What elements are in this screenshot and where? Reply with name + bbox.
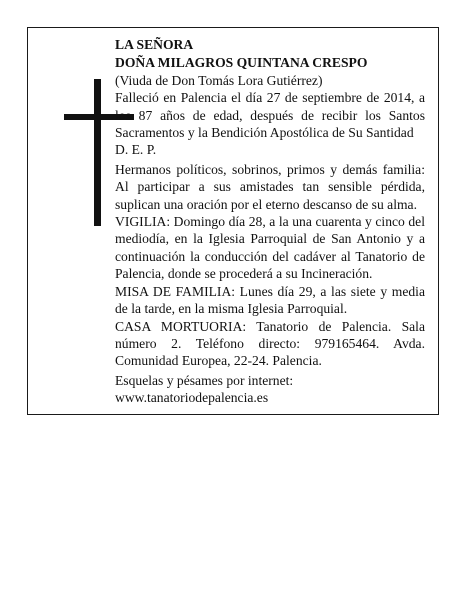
family-paragraph: Hermanos políticos, sobrinos, primos y demás familia: Al participar a sus amistades tan sensible pérdida, suplican una oración por el eterno descanso de su alma. <box>115 161 425 212</box>
mass-paragraph: MISA DE FAMILIA: Lunes día 29, a las siete y media de la tarde, en la misma Iglesia Parroquial. <box>115 283 425 317</box>
widow-line: (Viuda de Don Tomás Lora Gutiérrez) <box>115 72 323 88</box>
deceased-name: DOÑA MILAGROS QUINTANA CRESPO <box>115 55 368 71</box>
house-paragraph: CASA MORTUORIA: Tanatorio de Palencia. Sala número 2. Teléfono directo: 979165464. Avda. Comunidad Europea, 22-24. Palencia. <box>115 318 425 369</box>
website-link[interactable]: www.tanatoriodepalencia.es <box>115 390 269 406</box>
internet-paragraph: Esquelas y pésames por internet: <box>115 372 294 388</box>
obituary-text <box>115 36 425 407</box>
death-paragraph: Falleció en Palencia el día 27 de septiembre de 2014, a los 87 años de edad, después de recibir los Santos Sacramentos y la Bendición Apostólica de Su Santidad <box>115 90 425 141</box>
vigil-paragraph: VIGILIA: Domingo día 28, a la una cuarenta y cinco del mediodía, en la Iglesia Parroquial de San Antonio y a continuación la conducción del cadáver al Tanatorio de Palencia, donde se procederá a su Incineración. <box>115 214 425 282</box>
rip-line: D. E. P. <box>115 142 157 158</box>
cross-vertical-bar <box>94 79 101 226</box>
notice-title: LA SEÑORA <box>115 37 194 52</box>
